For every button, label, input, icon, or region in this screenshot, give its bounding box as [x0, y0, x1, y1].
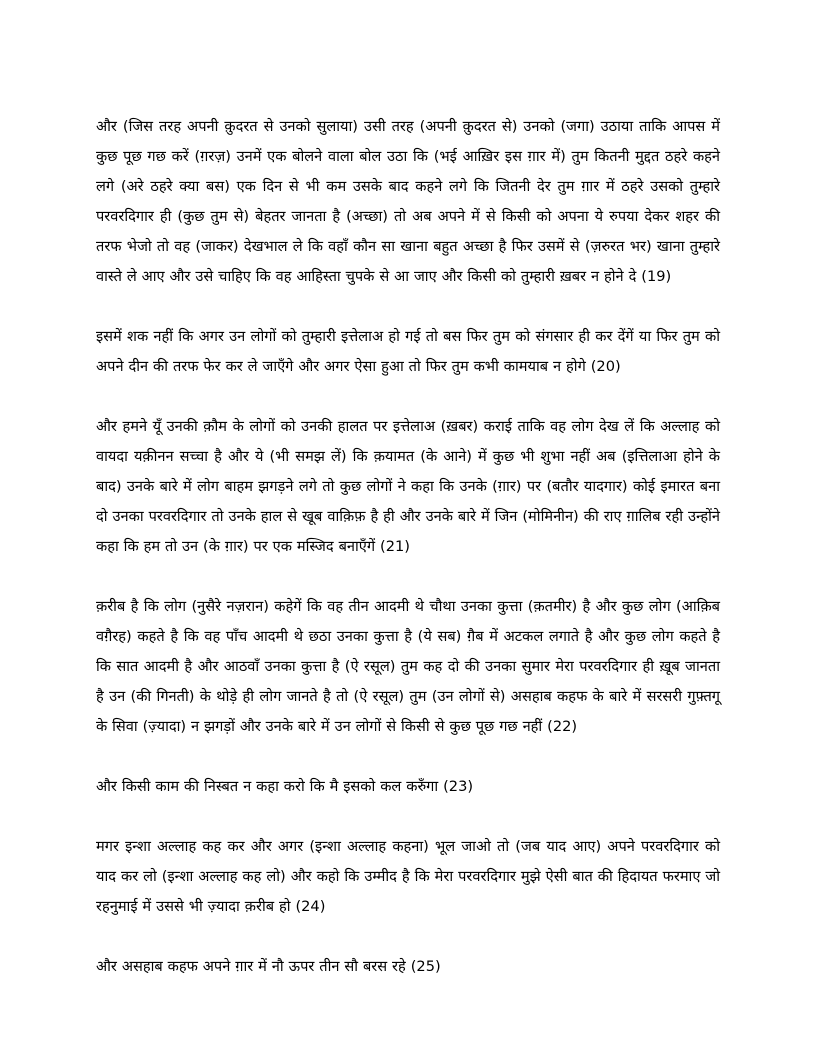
paragraph-20: इसमें शक नहीं कि अगर उन लोगों को तुम्हारी इत्तेलाअ हो गई तो बस फिर तुम को संगसार ही कर देंगें या फिर तुम को अपने दीन की तरफ फेर कर ले जाएँगे और अगर ऐसा हुआ तो फिर तुम कभी कामयाब न होगे (20) — [96, 328, 720, 375]
paragraph-21: और हमने यूँ उनकी क़ौम के लोगों को उनकी हालत पर इत्तेलाअ (ख़बर) कराई ताकि वह लोग देख लें कि अल्लाह को वायदा यक़ीनन सच्चा है और ये (भी समझ लें) कि क़यामत (के आने) में कुछ भी शुभा नहीं अब (इत्तिलाआ होने के बाद) उनके बारे में लोग बाहम झगड़ने लगे तो कुछ लोगों ने कहा कि उनके (ग़ार) पर (बतौर यादगार) कोई इमारत बना दो उनका परवरदिगार तो उनके हाल से खूब वाक़िफ़ है ही और उनके बारे में जिन (मोमिनीन) की राए ग़ालिब रही उन्होंने कहा कि हम तो उन (के ग़ार) पर एक मस्जिद बनाएँगें (21) — [96, 418, 720, 555]
paragraph-23: और किसी काम की निस्बत न कहा करो कि मै इसको कल करुँगा (23) — [96, 778, 474, 795]
document-body — [96, 112, 720, 982]
paragraph-25: और असहाब कहफ अपने ग़ार में नौ ऊपर तीन सौ बरस रहे (25) — [96, 958, 441, 975]
paragraph-24: मगर इन्शा अल्लाह कह कर और अगर (इन्शा अल्लाह कहना) भूल जाओ तो (जब याद आए) अपने परवरदिगार को याद कर लो (इन्शा अल्लाह कह लो) और कहो कि उम्मीद है कि मेरा परवरदिगार मुझे ऐसी बात की हिदायत फरमाए जो रहनुमाई में उससे भी ज़्यादा क़रीब हो (24) — [96, 838, 720, 915]
paragraph-19: और (जिस तरह अपनी क़ुदरत से उनको सुलाया) उसी तरह (अपनी क़ुदरत से) उनको (जगा) उठाया ताकि आपस में कुछ पूछ गछ करें (ग़रज़) उनमें एक बोलने वाला बोल उठा कि (भई आख़िर इस ग़ार में) तुम कितनी मुद्दत ठहरे कहने लगे (अरे ठहरे क्या बस) एक दिन से भी कम उसके बाद कहने लगे कि जितनी देर तुम ग़ार में ठहरे उसको तुम्हारे परवरदिगार ही (कुछ तुम से) बेहतर जानता है (अच्छा) तो अब अपने में से किसी को अपना ये रुपया देकर शहर की तरफ भेजो तो वह (जाकर) देखभाल ले कि वहाँ कौन सा खाना बहुत अच्छा है फिर उसमें से (ज़रुरत भर) खाना तुम्हारे वास्ते ले आए और उसे चाहिए कि वह आहिस्ता चुपके से आ जाए और किसी को तुम्हारी ख़बर न होने दे (19) — [96, 118, 720, 285]
paragraph-22: क़रीब है कि लोग (नुसैरे नज़रान) कहेगें कि वह तीन आदमी थे चौथा उनका कुत्ता (क़तमीर) है और कुछ लोग (आक़िब वग़ैरह) कहते है कि वह पाँच आदमी थे छठा उनका कुत्ता है (ये सब) ग़ैब में अटकल लगाते है और कुछ लोग कहते है कि सात आदमी है और आठवाँ उनका कुत्ता है (ऐ रसूल) तुम कह दो की उनका सुमार मेरा परवरदिगार ही ख़ूब जानता है उन (की गिनती) के थोड़े ही लोग जानते है तो (ऐ रसूल) तुम (उन लोगों से) असहाब कहफ के बारे में सरसरी गुफ़्तगू के सिवा (ज़्यादा) न झगड़ों और उनके बारे में उन लोगों से किसी से कुछ पूछ गछ नहीं (22) — [96, 598, 720, 735]
